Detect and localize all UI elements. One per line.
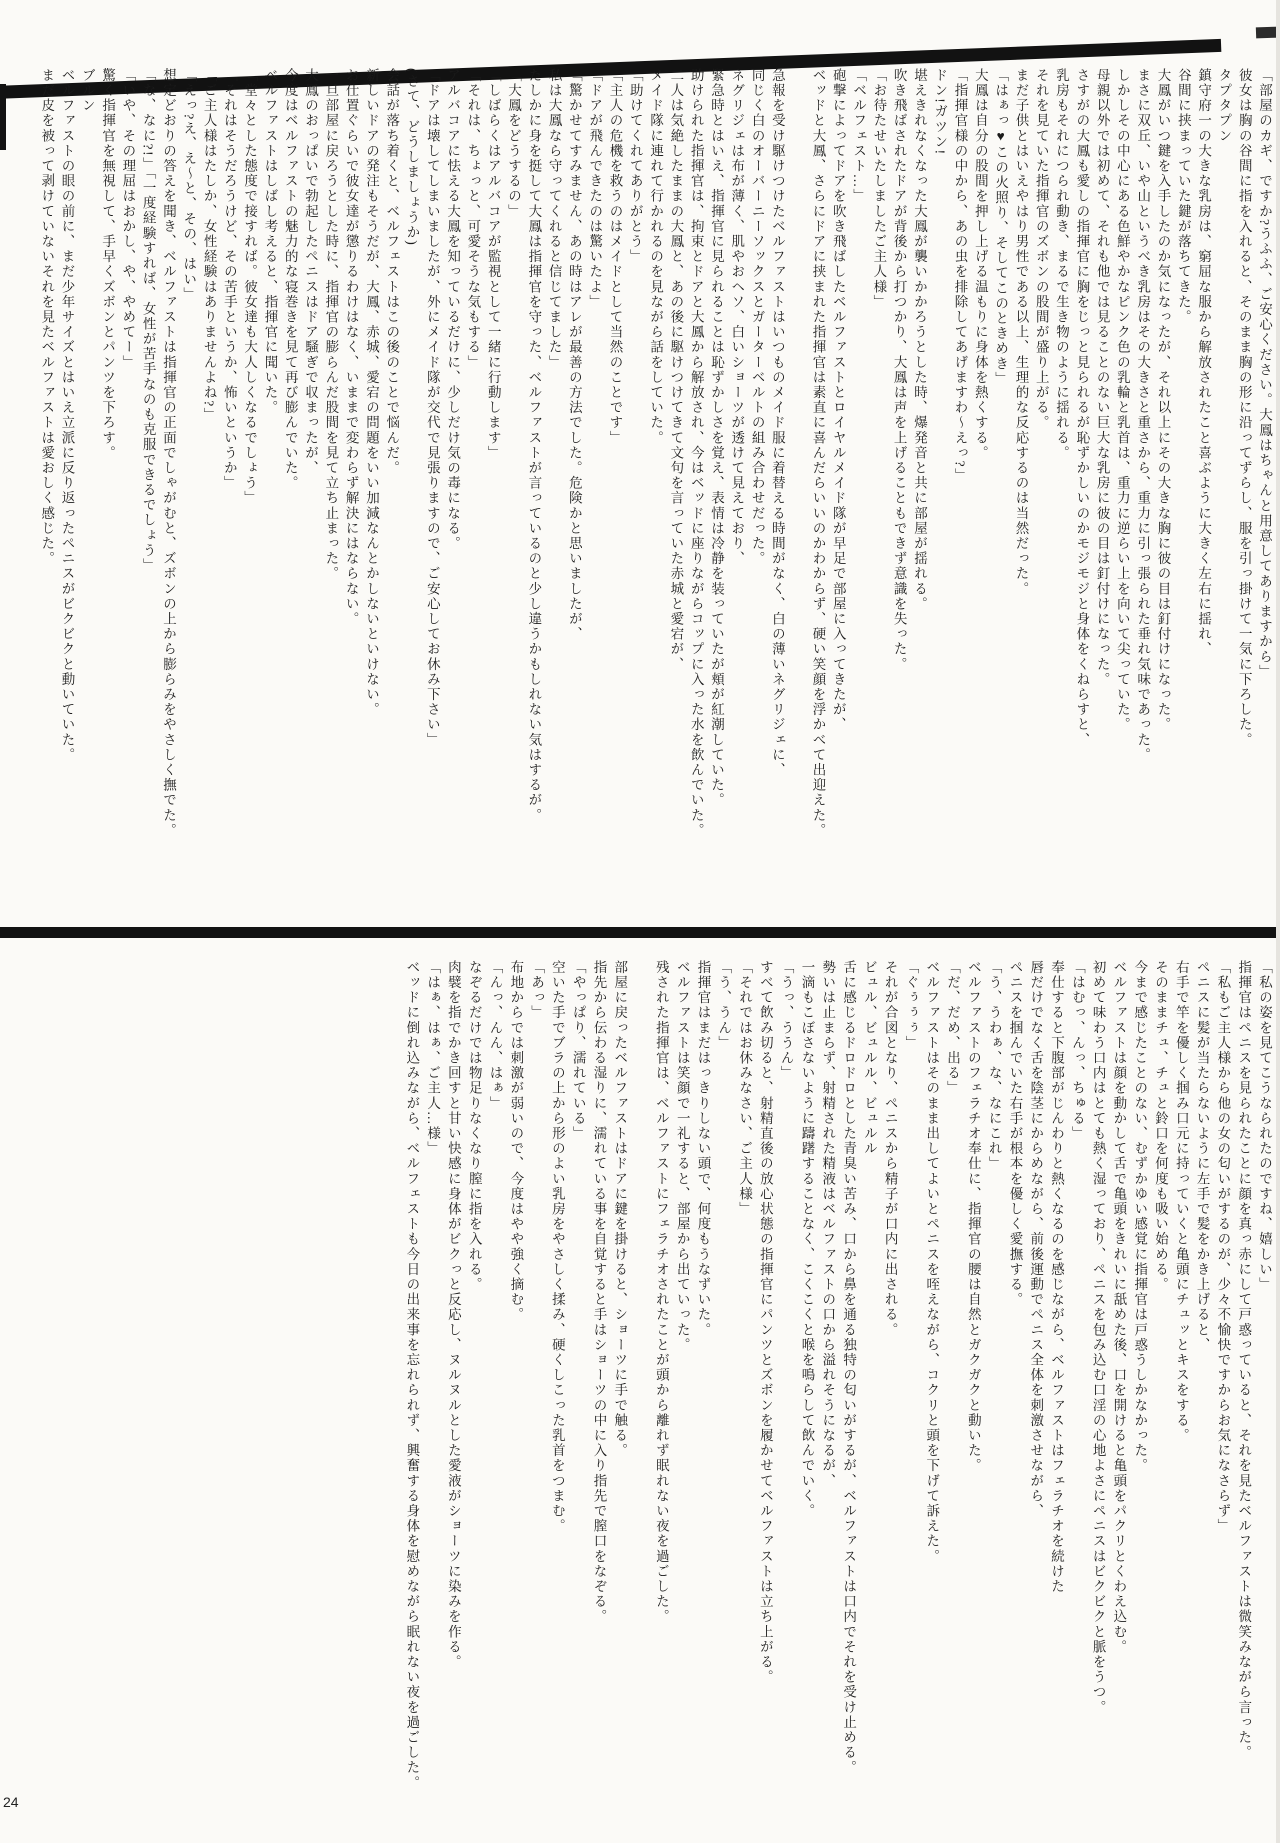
text-line: それを見ていた指揮官のズボンの股間が盛り上がる。 bbox=[1033, 68, 1049, 431]
text-line: ベルファストはそのまま出してよいとペニスを咥えながら、コクリと頭を下げて訴えた。 bbox=[924, 960, 940, 1564]
text-line: ベルファストはしばし考えると、指揮官に聞いた。 bbox=[262, 68, 278, 416]
text-line: (さて、どうしましょうか) bbox=[404, 68, 420, 247]
text-line: 大鳳のおっぱいで勃起したペニスはドア騒ぎで収まったが、 bbox=[303, 68, 319, 476]
text-line: 「な、なに?!」「一度経験すれば、女性が苦手なのも克服できるでしょう」 bbox=[140, 68, 156, 574]
text-line: メイド隊に連れて行かれるのを見ながら話をしていた。 bbox=[648, 68, 664, 446]
text-line: 唇だけでなく舌を陰茎にからめながら、前後運動でペニス全体を刺激させながら、 bbox=[1028, 960, 1044, 1519]
text-line: 助けられた指揮官は、拘束とドアと大鳳から解放され、今はベッドに座りながらコップに入った水を飲んでいた。 bbox=[688, 68, 704, 839]
text-line: さすがの大鳳も愛しの指揮官に胸をじっと見られるが恥ずかしいのかモジモジと身体をくねらすと、 bbox=[1074, 68, 1090, 748]
text-line: 「はぁ、はぁ、ご主人…様」 bbox=[425, 960, 441, 1157]
text-line: ベッドと大鳳、さらにドアに挟まれた指揮官は素直に喜んだらいいのかわからず、硬い笑顔を浮かべて出迎えた。 bbox=[810, 68, 826, 839]
text-line: 母親以外では初めて、それも他では見ることのない巨大な乳房に彼の目は釘付けになった。 bbox=[1094, 68, 1110, 688]
text-line: 「ドアは壊してしまいましたが、外にメイド隊が交代で見張りますので、ご安心してお休み下さい」 bbox=[424, 68, 440, 748]
text-line: そのままチュ、チュと鈴口を何度も吸い始める。 bbox=[1153, 960, 1169, 1293]
text-line: ブルン bbox=[79, 68, 95, 114]
text-line: 驚く指揮官を無視して、手早くズボンとパンツを下ろす。 bbox=[100, 68, 116, 461]
text-line: 初めて味わう口内はとても熱く湿っており、ペニスを包み込む口淫の心地よさにペニスはビクビクと脈をうつ。 bbox=[1090, 960, 1106, 1715]
text-line: 指揮官はまだはっきりしない頭で、何度もうなずいた。 bbox=[695, 960, 711, 1338]
text-line: ドン!ガツン! bbox=[932, 68, 948, 156]
text-line: 「はむっ、んっ、ちゅる」 bbox=[1069, 960, 1085, 1142]
text-line: 「ドアが飛んできたのは驚いたよ」 bbox=[587, 68, 603, 310]
text-line: 残された指揮官は、ベルファストにフェラチオされたことが頭から離れず眠れない夜を過ごした。 bbox=[653, 960, 669, 1625]
text-line: 「主人の危機を救うのはメイドとして当然のことです」 bbox=[607, 68, 623, 446]
text-line: ビュル、ビュルル、ビュルル bbox=[861, 960, 877, 1157]
text-line: 「えっ?え、え〜と、その、はい」 bbox=[181, 68, 197, 303]
text-line: タプタプン bbox=[1216, 68, 1232, 144]
text-line: 指先から伝わる湿りに、濡れている事を自覚すると手はショーツの中に入り指先で膣口をなぞる。 bbox=[591, 960, 607, 1625]
text-line: ネグリジェは布が薄く、肌やおヘソ、白いショーツが透けて見えており、 bbox=[729, 68, 745, 567]
text-line: ベルファストの眼の前に、まだ少年サイズとはいえ立派に反り返ったペニスがビクビクと動いていた。 bbox=[59, 68, 75, 763]
text-line: 「やっぱり、濡れている」 bbox=[570, 960, 586, 1142]
text-line: アルバコアに怯える大鳳を知っているだけに、少しだけ気の毒になる。 bbox=[445, 68, 461, 552]
text-line: 吹き飛ばされたドアが背後から打つかり、大鳳は声を上げることもできず意識を失った。 bbox=[891, 68, 907, 672]
page-number: 24 bbox=[3, 1794, 19, 1810]
text-line: ベルファストのフェラチオ奉仕に、指揮官の腰は自然とガクガクと動いた。 bbox=[965, 960, 981, 1474]
text-line: それが合図となり、ペニスから精子が口内に出される。 bbox=[882, 960, 898, 1338]
text-line: 「それはそうだろうけど、その苦手というか、怖いというか」 bbox=[221, 68, 237, 491]
text-line: まだ子供とはいえやはり男性である以上、生理的な反応するのは当然だった。 bbox=[1013, 68, 1029, 597]
scan-page-edge bbox=[1276, 0, 1280, 1843]
text-line: 今まで感じたことのない、むずかゆい感覚に指揮官は戸惑うしかなかった。 bbox=[1132, 960, 1148, 1474]
text-line: 「あっ」 bbox=[529, 960, 545, 1021]
text-line: 舌に感じるドロドロとした青臭い苦み、口から鼻を通る独特の匂いがするが、ベルファストは口内でそれを受け止める。 bbox=[841, 960, 857, 1776]
text-line: 私は大鳳なら守ってくれると信じてました」 bbox=[546, 68, 562, 370]
text-line: 空いた手でブラの上から形のよい乳房をやさしく揉み、硬くしこった乳首をつまむ。 bbox=[549, 960, 565, 1534]
text-line: しかしその中心にある色鮮やかなピンク色の乳輪と乳首は、重力に逆らい上を向いて尖っていた。 bbox=[1114, 68, 1130, 733]
text-line: 会話が落ち着くと、ベルフェストはこの後のことで悩んだ。 bbox=[384, 68, 400, 476]
text-line: 「部屋のカギ、ですか?うふふ、ご安心ください。大鳳はちゃんと用意してありますから」 bbox=[1257, 68, 1272, 680]
text-line: 「私もご主人様から他の女の匂いがするのが、少々不愉快ですからお気になさらず」 bbox=[1215, 960, 1231, 1534]
text-line: 同じく白のオーバーニーソックスとガーターベルトの組み合わせだった。 bbox=[749, 68, 765, 567]
text-line: 「う、うん」 bbox=[716, 960, 732, 1051]
text-line: お仕置ぐらいで彼女達が懲りるわけはなく、いままで変わらず解決にはならない。 bbox=[343, 68, 359, 627]
text-line: 一旦部屋に戻ろうとした時に、指揮官の膨らんだ股間を見て立ち止まった。 bbox=[323, 68, 339, 582]
text-line: 「指揮官様の中から、あの虫を排除してあげますわ〜えっ?」 bbox=[952, 68, 968, 484]
text-line: 砲撃によってドアを吹き飛ばしたベルファストとロイヤルメイド隊が早足で部屋に入ってきたが、 bbox=[830, 68, 846, 733]
left-edge-tick bbox=[0, 84, 6, 150]
top-text-block bbox=[36, 68, 1274, 918]
text-line: 大鳳がいつ鍵を入手したのか気になったが、それ以上にその大きな胸に彼の目は釘付けになった。 bbox=[1155, 68, 1171, 733]
text-line: 「お待たせいたしましたご主人様」 bbox=[871, 68, 887, 310]
text-line: 「私の姿を見てこうなられたのですね、嬉しい」 bbox=[1257, 960, 1272, 1293]
text-line: ベルファストは顔を動かして舌で亀頭をきれいに舐めた後、口を開けると亀頭をパクリとくわえ込む。 bbox=[1111, 960, 1127, 1655]
text-line: 「だ、だめ、出る」 bbox=[945, 960, 961, 1096]
text-line: 「助けてくれてありがとう」 bbox=[627, 68, 643, 265]
section-divider-rule bbox=[0, 927, 1280, 938]
text-line: 彼女は胸の谷間に指を入れると、そのまま胸の形に沿ってずらし、服を引っ掛けて一気に下ろした。 bbox=[1236, 68, 1252, 748]
text-line: 鎮守府一の大きな乳房は、窮屈な服から解放されたこと喜ぶように大きく左右に揺れ、 bbox=[1196, 68, 1212, 657]
text-line: 「ぐぅぅぅ」 bbox=[903, 960, 919, 1051]
text-line: 指揮官はペニスを見られたことに顔を真っ赤にして戸惑っていると、それを見たベルファストは微笑みながら言った。 bbox=[1236, 960, 1252, 1761]
text-line: 堪えきれなくなった大鳳が襲いかかろうとした時、爆発音と共に部屋が揺れる。 bbox=[911, 68, 927, 612]
text-line: 「大鳳をどうするの」 bbox=[506, 68, 522, 219]
blank-line bbox=[787, 68, 807, 918]
text-line: まさに双丘、いや山というべき乳房はその大きさと重さから、重力に引っ張られた垂れ気味であった。 bbox=[1135, 68, 1151, 763]
text-line: ベルファストは笑顔で一礼すると、部屋から出ていった。 bbox=[674, 960, 690, 1353]
text-line: 右手で竿を優しく掴み口元に持っていくと亀頭にチュッとキスをする。 bbox=[1173, 960, 1189, 1444]
text-line: ペニスに髪が当たらないように左手で髪をかき上げると、 bbox=[1194, 960, 1210, 1353]
text-line: 一滴もこぼさないように躊躇することなく、こくこくと喉を鳴らして飲んでいく。 bbox=[799, 960, 815, 1519]
text-line: 部屋に戻ったベルファストはドアに鍵を掛けると、ショーツに手で触る。 bbox=[612, 960, 628, 1459]
text-line: すべて飲み切ると、射精直後の放心状態の指揮官にパンツとズボンを履かせてベルファストは立ち上がる。 bbox=[757, 960, 773, 1685]
text-line: 布地からでは刺激が弱いので、今度はやや強く摘む。 bbox=[508, 960, 524, 1323]
text-line: 「はぁっ♥この火照り、そしてこのときめき」 bbox=[993, 68, 1009, 387]
text-line: 谷間に挟まっていた鍵が落ちてきた。 bbox=[1175, 68, 1191, 325]
text-line: 「う、うわぁ、な、なにこれ」 bbox=[986, 960, 1002, 1172]
text-line: まだ皮を被って剥けていないそれを見たベルファストは愛おしく感じた。 bbox=[39, 68, 55, 567]
text-line: 「んっ、んん、はぁ」 bbox=[487, 960, 503, 1111]
text-line: 「堂々とした態度で接すれば。彼女達も大人しくなるでしょう」 bbox=[242, 68, 258, 506]
text-line: ベッドに倒れ込みながら、ベルフェストも今日の出来事を忘れられず、興奮する身体を慰めながら眠れない夜を過ごした。 bbox=[404, 960, 420, 1791]
text-line: 今度はベルファストの魅力的な寝巻きを見て再び膨んでいた。 bbox=[282, 68, 298, 491]
text-line: 「うっ、ううん」 bbox=[778, 960, 794, 1081]
text-line: たしかに身を挺して大鳳は指揮官を守った、ベルファストが言っているのと少し違うかもしれない気はするが。 bbox=[526, 68, 542, 823]
text-line: 緊急時とはいえ、指揮官に見られることは恥ずかしさを覚え、表情は冷静を装っていたが頬が紅潮していた。 bbox=[708, 68, 724, 808]
text-line: 「ベルフェスト…」 bbox=[851, 68, 867, 204]
text-line: 想定どおりの答えを聞き、ベルファストは指揮官の正面でしゃがむと、ズボンの上から膨らみをやさしく撫でた。 bbox=[160, 68, 176, 839]
bottom-text-block bbox=[401, 960, 1274, 1840]
text-line: 「しばらくはアルバコアが監視として一緒に行動します」 bbox=[485, 68, 501, 461]
text-line: 奉仕すると下腹部がじんわりと熱くなるのを感じながら、ベルファストはフェラチオを続けた bbox=[1049, 960, 1065, 1595]
text-line: 「ご主人様はたしか、女性経験はありませんよね?」 bbox=[201, 68, 217, 423]
text-line: 乳房もそれにつられ動き、まるで生き物のように揺れる。 bbox=[1054, 68, 1070, 461]
text-line: なぞるだけでは物足りなくなり膣に指を入れる。 bbox=[466, 960, 482, 1293]
blank-line bbox=[629, 960, 650, 1840]
text-line: 「いや、その理屈はおかし、や、やめてー」 bbox=[120, 68, 136, 370]
text-line: ペニスを掴んでいた右手が根本を優しく愛撫する。 bbox=[1007, 960, 1023, 1308]
text-line: 二人は気絶したままの大鳳と、あの後に駆けつけてきて文句を言っていた赤城と愛宕が、 bbox=[668, 68, 684, 672]
text-line: 勢いは止まらず、射精された精液はベルファストの口から溢れそうになるが、 bbox=[820, 960, 836, 1489]
text-line: 「驚かせてすみません、あの時はアレが最善の方法でした。危険かと思いましたが、 bbox=[566, 68, 582, 642]
text-line: 急報を受け駆けつけたベルファストはいつものメイド服に着替える時間がなく、白の薄いネグリジェに、 bbox=[769, 68, 785, 778]
text-line: 「それではお休みなさい、ご主人様」 bbox=[737, 960, 753, 1217]
text-line: 大鳳は自分の股間を押し上げる温もりに身体を熱くする。 bbox=[972, 68, 988, 461]
text-line: 「それは、ちょっと、可愛そうな気もする」 bbox=[465, 68, 481, 370]
text-line: 新しいドアの発注もそうだが、大鳳、赤城、愛宕の問題をいい加減なんとかしないといけない。 bbox=[363, 68, 379, 718]
text-line: 肉襞を指でかき回すと甘い快感に身体がビクっと反応し、ヌルヌルとした愛液がショーツに染みを作る。 bbox=[445, 960, 461, 1670]
